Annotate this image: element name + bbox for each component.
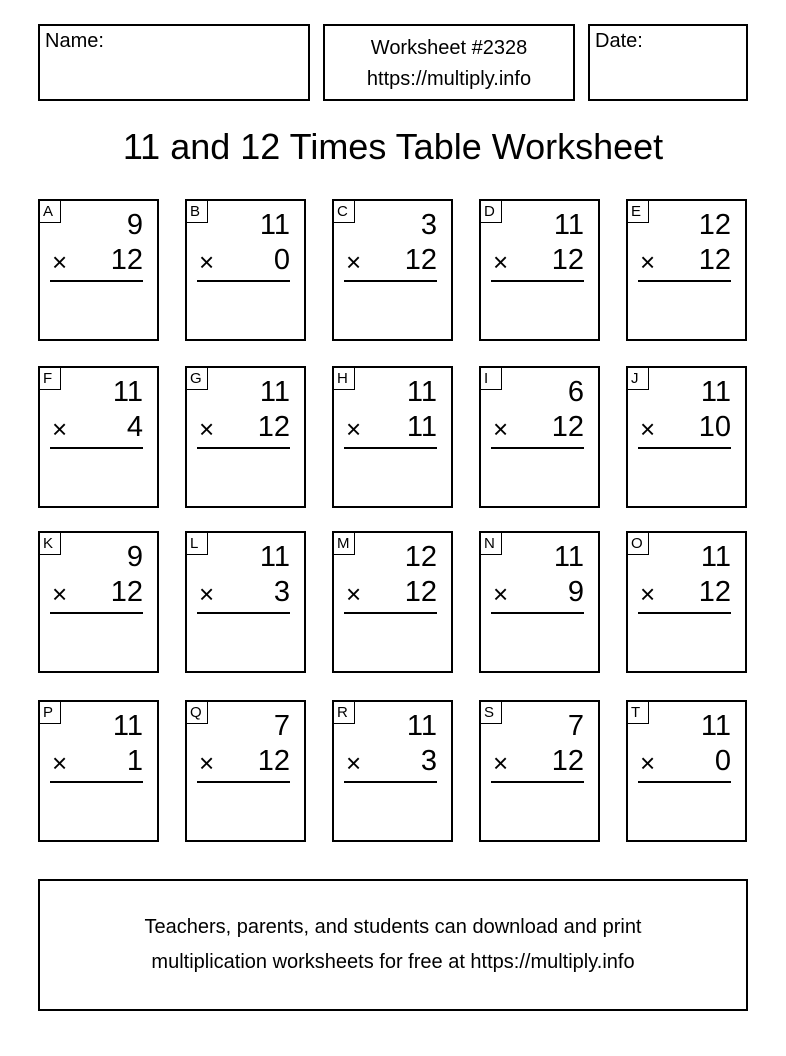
problem-s[interactable] [479,700,600,842]
times-sign: × [640,579,656,609]
page-title: 11 and 12 Times Table Worksheet [122,126,664,167]
multiplier: 12 [257,411,290,443]
times-sign: × [493,414,509,444]
problem-letter: A [40,201,61,223]
times-sign: × [199,247,215,277]
multiplier: 12 [257,745,290,777]
multiplicand: 11 [700,541,731,573]
date-label: Date: [595,30,643,52]
problem-letter: M [334,533,355,555]
multiplicand: 3 [420,209,437,241]
problem-k[interactable] [38,531,159,673]
answer-rule [638,280,731,282]
worksheet-info-box [323,24,575,101]
problem-letter: L [187,533,208,555]
multiplier: 1 [126,745,143,777]
problem-i[interactable] [479,366,600,508]
multiplier: 4 [126,411,143,443]
problem-t[interactable] [626,700,747,842]
multiplicand: 11 [112,710,143,742]
times-sign: × [199,414,215,444]
problem-f[interactable] [38,366,159,508]
answer-rule [197,612,290,614]
multiplicand: 7 [567,710,584,742]
problem-letter: P [40,702,61,724]
problem-r[interactable] [332,700,453,842]
times-sign: × [493,579,509,609]
problem-letter: I [481,368,502,390]
problem-q[interactable] [185,700,306,842]
times-sign: × [640,748,656,778]
multiplicand: 11 [406,710,437,742]
problem-letter: Q [187,702,208,724]
problem-letter: K [40,533,61,555]
multiplicand: 11 [700,376,731,408]
problem-p[interactable] [38,700,159,842]
footer-line-1: Teachers, parents, and students can download and print [144,916,642,938]
answer-rule [638,447,731,449]
footer-box [38,879,748,1011]
multiplier: 12 [404,244,437,276]
multiplicand: 11 [553,541,584,573]
answer-rule [197,280,290,282]
problem-g[interactable] [185,366,306,508]
multiplier: 11 [406,411,437,443]
times-sign: × [52,414,68,444]
answer-rule [50,447,143,449]
answer-rule [491,781,584,783]
answer-rule [50,612,143,614]
multiplier: 12 [551,745,584,777]
problem-letter: H [334,368,355,390]
answer-rule [491,612,584,614]
problem-letter: R [334,702,355,724]
multiplier: 12 [698,576,731,608]
multiplicand: 11 [406,376,437,408]
times-sign: × [52,579,68,609]
multiplicand: 12 [698,209,731,241]
multiplier: 12 [698,244,731,276]
answer-rule [344,280,437,282]
answer-rule [50,280,143,282]
multiplier: 10 [698,411,731,443]
name-label: Name: [45,30,104,52]
problem-e[interactable] [626,199,747,341]
problem-h[interactable] [332,366,453,508]
times-sign: × [640,414,656,444]
worksheet-url: https://multiply.info [366,68,532,90]
answer-rule [197,781,290,783]
answer-rule [344,447,437,449]
problem-letter: C [334,201,355,223]
name-box[interactable] [38,24,310,101]
answer-rule [638,781,731,783]
multiplier: 9 [567,576,584,608]
answer-rule [491,280,584,282]
multiplier: 12 [551,244,584,276]
multiplicand: 6 [567,376,584,408]
times-sign: × [346,414,362,444]
multiplier: 12 [404,576,437,608]
problem-letter: T [628,702,649,724]
times-sign: × [52,247,68,277]
date-box[interactable] [588,24,748,101]
times-sign: × [493,748,509,778]
multiplicand: 11 [259,209,290,241]
problem-m[interactable] [332,531,453,673]
problem-n[interactable] [479,531,600,673]
multiplicand: 11 [259,541,290,573]
multiplicand: 9 [126,541,143,573]
problem-l[interactable] [185,531,306,673]
multiplier: 12 [110,244,143,276]
problem-letter: F [40,368,61,390]
multiplier: 3 [273,576,290,608]
worksheet-number: Worksheet #2328 [370,37,528,59]
problem-a[interactable] [38,199,159,341]
problem-letter: N [481,533,502,555]
multiplicand: 12 [404,541,437,573]
multiplicand: 7 [273,710,290,742]
problem-d[interactable] [479,199,600,341]
multiplier: 12 [110,576,143,608]
answer-rule [491,447,584,449]
multiplicand: 9 [126,209,143,241]
problem-letter: D [481,201,502,223]
multiplicand: 11 [112,376,143,408]
problem-letter: E [628,201,649,223]
times-sign: × [346,748,362,778]
problem-letter: G [187,368,208,390]
multiplicand: 11 [700,710,731,742]
multiplicand: 11 [553,209,584,241]
problem-c[interactable] [332,199,453,341]
multiplier: 0 [273,244,290,276]
times-sign: × [346,247,362,277]
problem-letter: O [628,533,649,555]
answer-rule [344,612,437,614]
times-sign: × [640,247,656,277]
times-sign: × [199,579,215,609]
problem-o[interactable] [626,531,747,673]
answer-rule [197,447,290,449]
problem-letter: B [187,201,208,223]
multiplicand: 11 [259,376,290,408]
answer-rule [50,781,143,783]
multiplier: 3 [420,745,437,777]
problem-letter: J [628,368,649,390]
multiplier: 12 [551,411,584,443]
times-sign: × [346,579,362,609]
problem-b[interactable] [185,199,306,341]
problem-letter: S [481,702,502,724]
times-sign: × [52,748,68,778]
footer-line-2: multiplication worksheets for free at https://multiply.info [151,951,635,973]
answer-rule [344,781,437,783]
times-sign: × [199,748,215,778]
answer-rule [638,612,731,614]
problem-j[interactable] [626,366,747,508]
times-sign: × [493,247,509,277]
multiplier: 0 [714,745,731,777]
